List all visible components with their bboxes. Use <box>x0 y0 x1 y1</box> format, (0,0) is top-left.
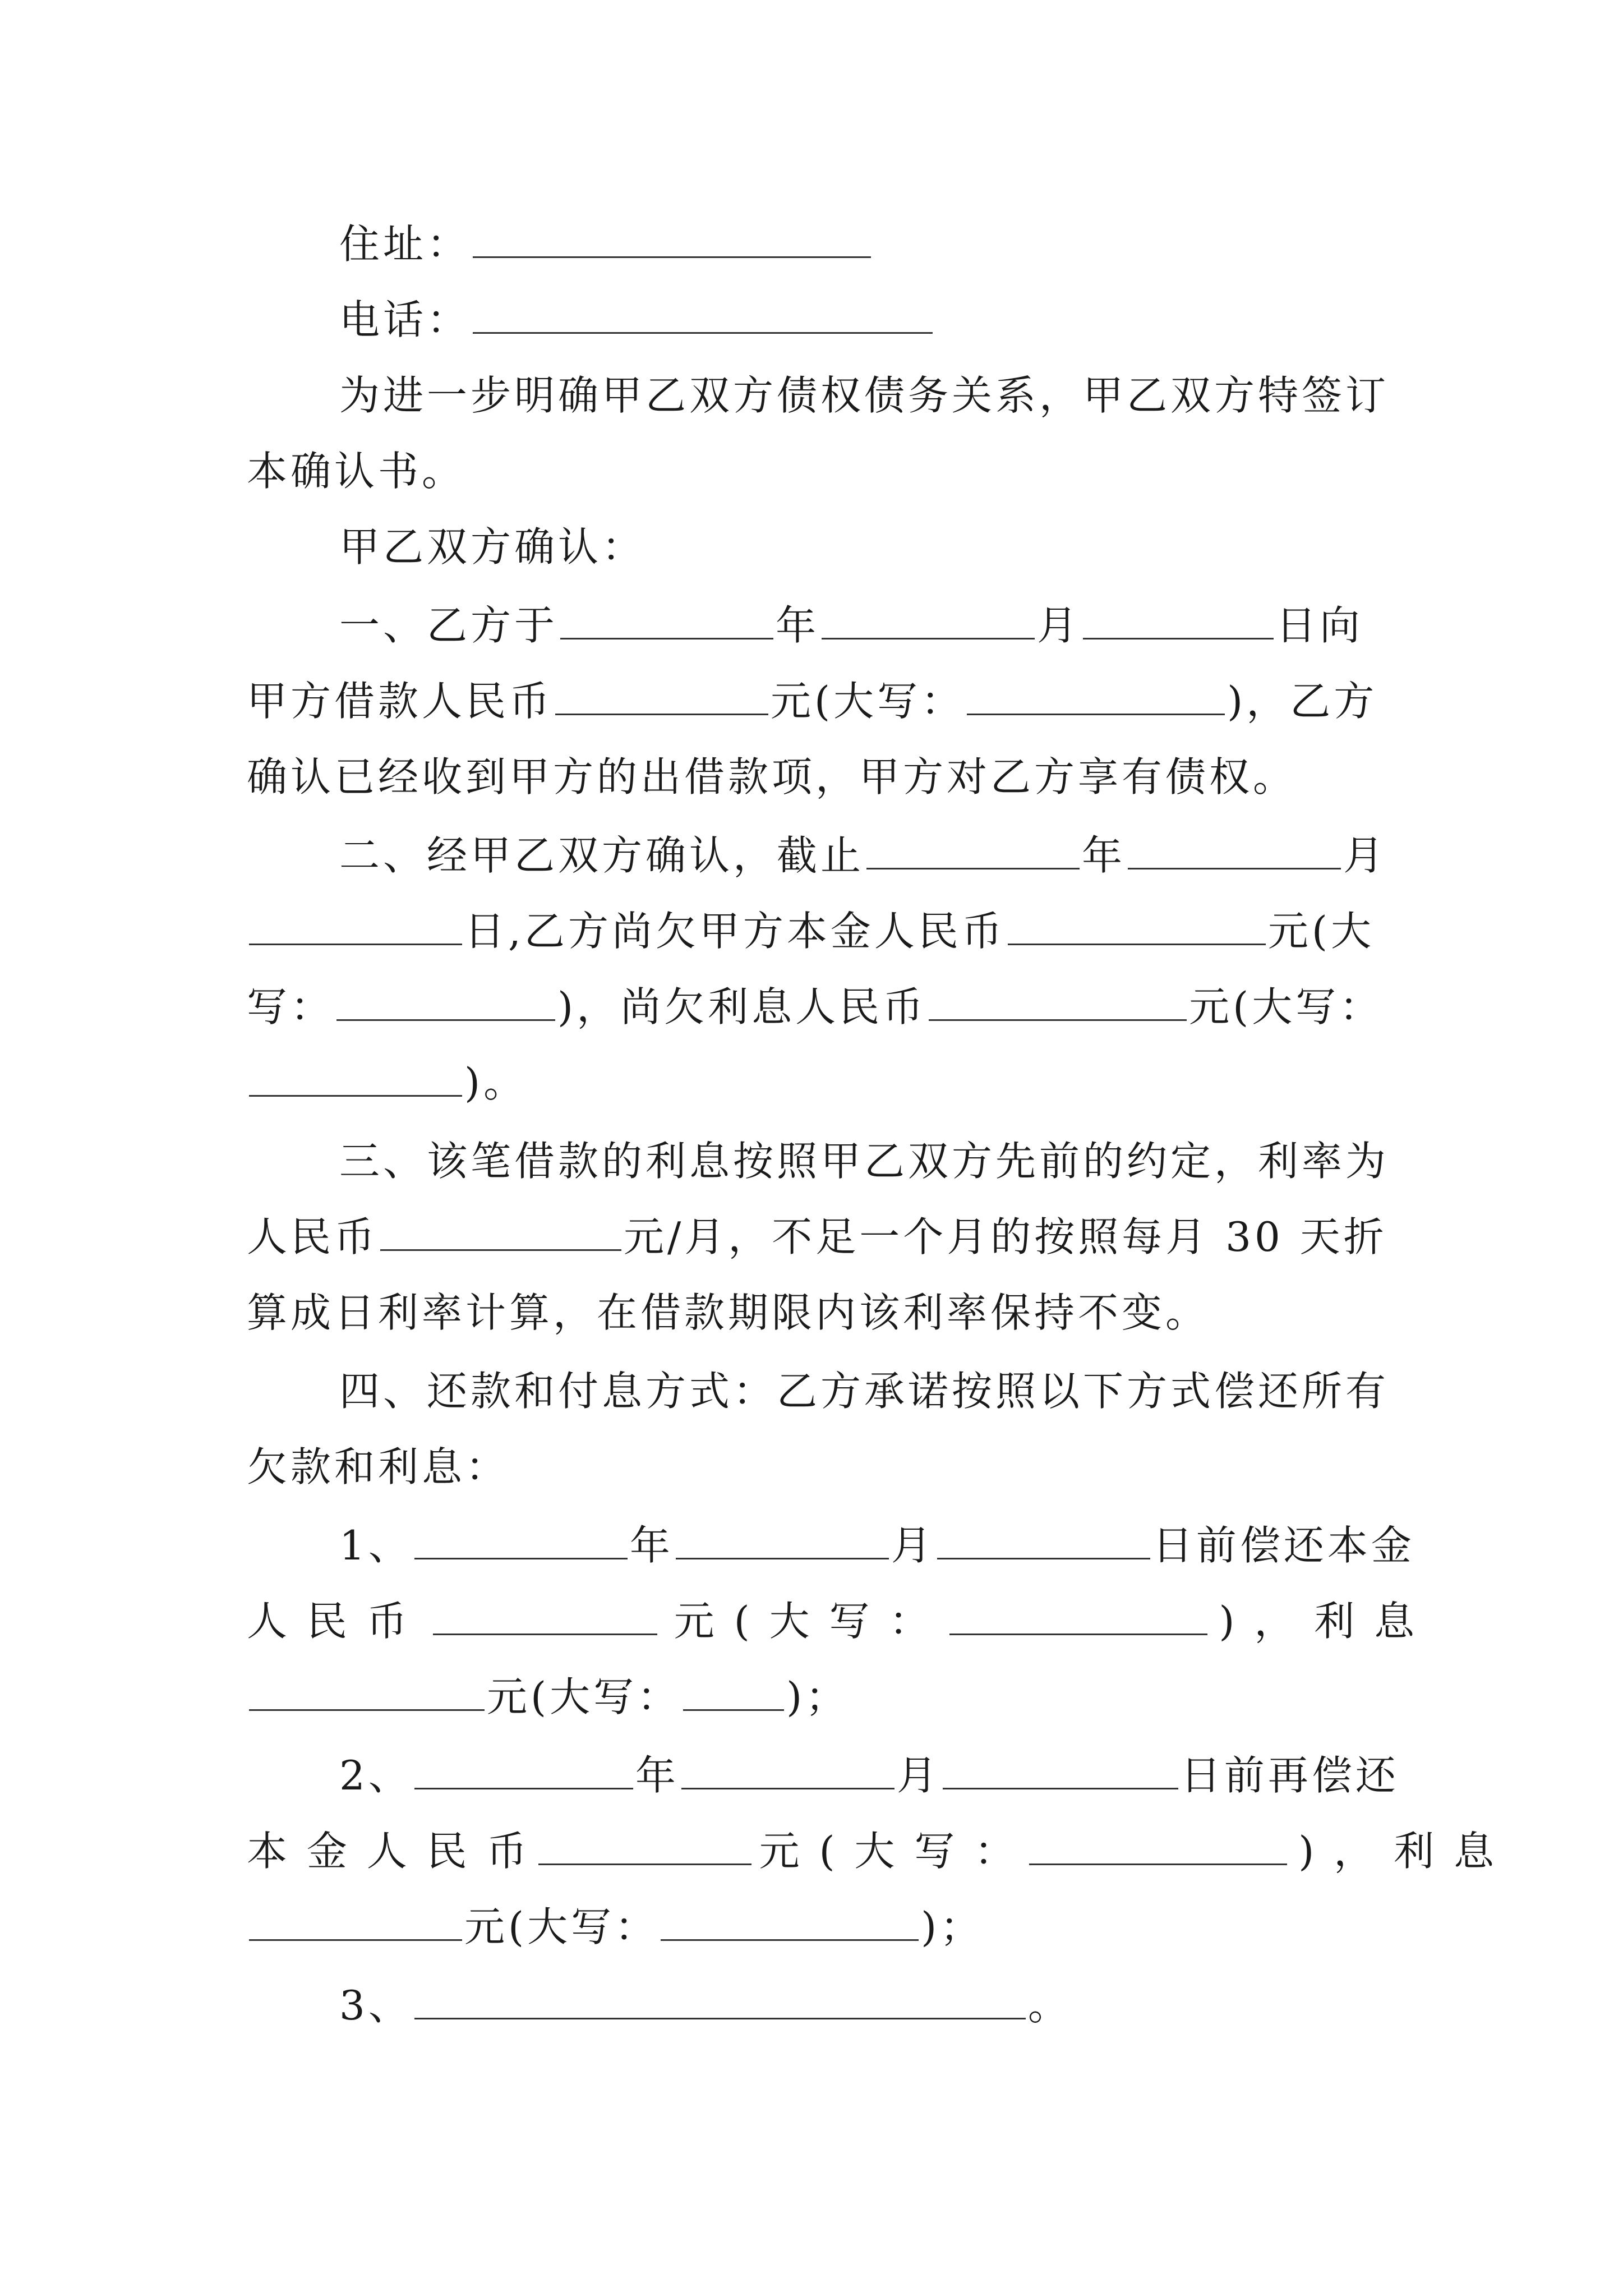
clause-1-day-blank[interactable] <box>1083 600 1274 639</box>
clause-3-text-2b: 元/月，不足一个月的按照每月 30 天折 <box>624 1213 1387 1260</box>
clause-1-year-blank[interactable] <box>560 600 773 639</box>
clause-4-line-1 <box>339 1363 1390 1419</box>
item-2-principal-blank[interactable] <box>538 1825 751 1865</box>
month-label: 月 <box>896 1752 940 1799</box>
clause-2-text-2b: 元(大 <box>1267 908 1375 955</box>
item-2-principal-uppercase-blank[interactable] <box>1029 1825 1287 1865</box>
clause-2-line-4 <box>247 1055 1380 1111</box>
clause-1-text-3: 确认已经收到甲方的出借款项，甲方对乙方享有债权。 <box>247 753 1297 800</box>
clause-2-day-blank[interactable] <box>249 905 462 945</box>
item-2-line-3 <box>247 1899 1380 1955</box>
item-1-principal-uppercase-blank[interactable] <box>949 1595 1207 1635</box>
item-1-text-2b: 元 ( 大 写 ： <box>674 1598 933 1645</box>
item-1-interest-blank[interactable] <box>249 1671 485 1711</box>
item-3-blank[interactable] <box>414 1980 1026 2019</box>
clause-1-amount-blank[interactable] <box>555 675 768 715</box>
clause-2-principal-uppercase-blank[interactable] <box>336 981 555 1021</box>
item-2-interest-uppercase-blank[interactable] <box>661 1901 919 1941</box>
day-label: 日向 <box>1276 602 1364 649</box>
clause-1-month-blank[interactable] <box>822 600 1035 639</box>
phone-label: 电话： <box>339 296 471 343</box>
item-2-text-day: 日前再偿还 <box>1180 1752 1399 1799</box>
clause-3-text-1: 三、该笔借款的利息按照甲乙双方先前的约定，利率为 <box>339 1138 1390 1185</box>
item-3-line-1 <box>339 1977 1380 2033</box>
clause-2-line-2 <box>247 903 1380 959</box>
clause-2-line-1 <box>339 827 1387 884</box>
clause-3-line-2 <box>247 1209 1387 1265</box>
item-1-text-3a: 元(大写： <box>487 1673 681 1720</box>
clause-3-rate-blank[interactable] <box>380 1211 621 1251</box>
year-label: 年 <box>635 1752 679 1799</box>
item-2-line-1 <box>339 1747 1399 1803</box>
item-1-line-2 <box>247 1593 1418 1649</box>
clause-2-interest-blank[interactable] <box>929 981 1187 1021</box>
item-2-text-3b: )； <box>921 1903 984 1950</box>
clause-2-text-4: )。 <box>464 1059 528 1106</box>
item-3-end: 。 <box>1027 1982 1072 2029</box>
item-1-interest-uppercase-blank[interactable] <box>683 1671 784 1711</box>
month-label: 月 <box>891 1522 935 1569</box>
clause-1-line-1 <box>339 597 1380 654</box>
item-2-day-blank[interactable] <box>943 1750 1178 1789</box>
item-2-month-blank[interactable] <box>681 1750 895 1789</box>
item-1-line-3 <box>247 1669 1380 1725</box>
clause-2-principal-blank[interactable] <box>1008 905 1266 945</box>
clause-3-line-3 <box>247 1285 1380 1341</box>
item-1-text-day: 日前偿还本金 <box>1152 1522 1415 1569</box>
item-2-text-2a: 本 金 人 民 币 <box>247 1828 531 1875</box>
clause-2-interest-uppercase-blank[interactable] <box>249 1057 462 1097</box>
clause-1-text-2a: 甲方借款人民币 <box>247 678 554 725</box>
clause-3-line-1 <box>339 1133 1390 1189</box>
intro-text-1: 为进一步明确甲乙双方债权债务关系，甲乙双方特签订 <box>339 372 1390 419</box>
item-1-number: 1、 <box>339 1522 412 1569</box>
month-label: 月 <box>1343 832 1387 879</box>
clause-1-line-2 <box>247 673 1380 729</box>
item-2-text-2b: 元 ( 大 写 ： <box>759 1828 1018 1875</box>
item-1-text-3b: )； <box>786 1673 850 1720</box>
item-1-line-1 <box>339 1517 1415 1573</box>
item-1-text-2a: 人 民 币 <box>247 1598 411 1645</box>
clause-2-line-3 <box>247 979 1384 1035</box>
item-1-year-blank[interactable] <box>414 1520 628 1559</box>
confirm-heading <box>339 519 1380 575</box>
clause-4-line-2 <box>247 1439 1380 1495</box>
address-line <box>339 216 1380 272</box>
intro-text-2: 本确认书。 <box>247 448 466 495</box>
item-1-principal-blank[interactable] <box>433 1595 657 1635</box>
address-label: 住址： <box>339 220 471 268</box>
phone-line <box>339 292 1380 348</box>
clause-3-text-2a: 人民币 <box>247 1213 379 1260</box>
clause-2-text-3b: )，尚欠利息人民币 <box>557 983 927 1030</box>
item-2-text-3a: 元(大写： <box>464 1903 659 1950</box>
item-2-interest-blank[interactable] <box>249 1901 462 1941</box>
item-2-number: 2、 <box>339 1752 412 1799</box>
clause-2-text-2a: 日,乙方尚欠甲方本金人民币 <box>464 908 1006 955</box>
clause-2-text-3c: 元(大写： <box>1189 983 1384 1030</box>
year-label: 年 <box>776 602 820 649</box>
item-1-text-2c: ) ， 利 息 <box>1219 1598 1418 1645</box>
year-label: 年 <box>629 1522 674 1569</box>
confirm-heading-text: 甲乙双方确认： <box>339 523 646 570</box>
item-3-number: 3、 <box>339 1982 412 2029</box>
clause-4-text-2: 欠款和利息： <box>247 1443 510 1490</box>
clause-1-text: 一、乙方于 <box>339 602 559 649</box>
item-1-day-blank[interactable] <box>937 1520 1150 1559</box>
month-label: 月 <box>1037 602 1081 649</box>
clause-1-text-2c: )，乙方 <box>1227 678 1378 725</box>
clause-1-uppercase-blank[interactable] <box>967 675 1225 715</box>
intro-line-2 <box>247 443 1380 499</box>
address-blank[interactable] <box>473 218 871 258</box>
clause-2-text-3a: 写： <box>247 983 335 1030</box>
clause-4-text-1: 四、还款和付息方式：乙方承诺按照以下方式偿还所有 <box>339 1368 1390 1415</box>
intro-line-1 <box>339 367 1390 424</box>
item-2-year-blank[interactable] <box>414 1750 633 1789</box>
clause-3-text-3: 算成日利率计算，在借款期限内该利率保持不变。 <box>247 1289 1210 1336</box>
clause-1-line-3 <box>247 749 1380 805</box>
item-2-line-2 <box>247 1823 1497 1879</box>
clause-2-month-blank[interactable] <box>1128 830 1341 869</box>
phone-blank[interactable] <box>473 294 933 334</box>
year-label: 年 <box>1082 832 1126 879</box>
item-2-text-2c: ) ， 利 息 <box>1298 1828 1497 1875</box>
clause-2-text: 二、经甲乙双方确认，截止 <box>339 832 865 879</box>
clause-2-year-blank[interactable] <box>866 830 1080 869</box>
clause-1-text-2b: 元(大写： <box>771 678 965 725</box>
item-1-month-blank[interactable] <box>676 1520 889 1559</box>
